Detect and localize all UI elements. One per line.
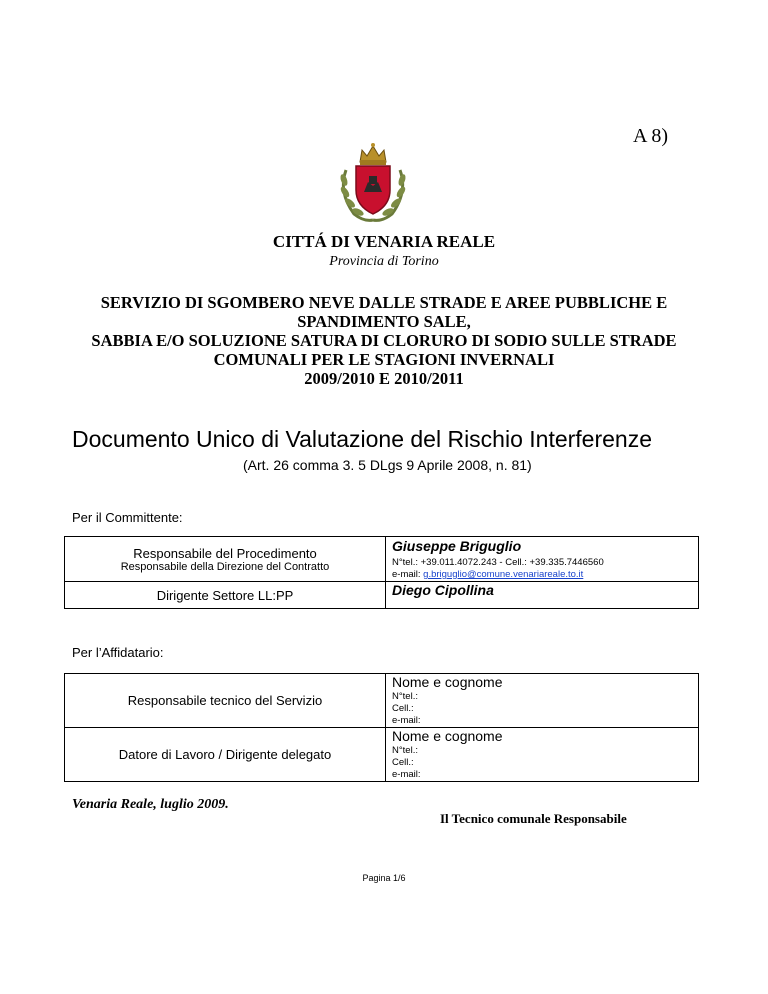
- service-title-line: SABBIA E/O SOLUZIONE SATURA DI CLORURO DI SODIO SULLE STRADE: [91, 331, 677, 350]
- role-cell: [65, 728, 386, 782]
- role-label: Responsabile del Procedimento: [133, 545, 317, 561]
- committente-label: Per il Committente:: [72, 510, 183, 525]
- role-cell: [65, 674, 386, 728]
- service-title-line: COMUNALI PER LE STAGIONI INVERNALI: [213, 350, 555, 369]
- contact-cell: [386, 582, 699, 609]
- person-name: Giuseppe Briguglio: [392, 538, 522, 554]
- page-number: Pagina 1/6: [362, 873, 406, 883]
- table-row: [65, 582, 699, 609]
- email-label: e-mail:: [392, 569, 424, 580]
- document-title: Documento Unico di Valutazione del Rischio Interferenze: [72, 426, 652, 452]
- document-subtitle: (Art. 26 comma 3. 5 DLgs 9 Aprile 2008, n. 81): [243, 457, 532, 473]
- contact-cell: [386, 537, 699, 582]
- city-name: CITTÁ DI VENARIA REALE: [272, 232, 496, 251]
- service-title-line: SERVIZIO DI SGOMBERO NEVE DALLE STRADE E AREE PUBBLICHE E: [100, 293, 668, 312]
- role-cell: [65, 537, 386, 582]
- email-label: e-mail:: [392, 769, 421, 780]
- phone-text: N°tel.: +39.011.4072.243 - Cell.: +39.335.7446560: [392, 557, 604, 568]
- person-name: Diego Cipollina: [392, 582, 494, 598]
- name-field-label: Nome e cognome: [392, 728, 503, 744]
- table-row: [65, 674, 699, 728]
- service-title-line: 2009/2010 E 2010/2011: [304, 369, 464, 388]
- place-date: Venaria Reale, luglio 2009.: [72, 797, 229, 812]
- table-row: [65, 537, 699, 582]
- service-title: [40, 293, 728, 388]
- role-sublabel: Responsabile della Direzione del Contratto: [120, 560, 330, 573]
- cell-label: Cell.:: [392, 703, 414, 714]
- table-row: [65, 728, 699, 782]
- affidatario-table: [64, 673, 699, 782]
- service-title-line: SPANDIMENTO SALE,: [297, 312, 471, 331]
- email-link[interactable]: g.briguglio@comune.venariareale.to.it: [423, 569, 584, 580]
- province-name: Provincia di Torino: [329, 254, 439, 269]
- signature-label: Il Tecnico comunale Responsabile: [440, 811, 627, 826]
- contact-cell: [386, 674, 699, 728]
- role-label: Responsabile tecnico del Servizio: [127, 693, 323, 708]
- phone-label: N°tel.:: [392, 745, 418, 756]
- email-line: [386, 569, 698, 581]
- city-crest-icon: [336, 140, 410, 226]
- role-label: Dirigente Settore LL:PP: [156, 587, 294, 603]
- name-field-label: Nome e cognome: [392, 674, 503, 690]
- email-label: e-mail:: [392, 715, 421, 726]
- role-label: Datore di Lavoro / Dirigente delegato: [118, 747, 332, 762]
- committente-table: [64, 536, 699, 609]
- role-cell: [65, 582, 386, 609]
- cell-label: Cell.:: [392, 757, 414, 768]
- phone-label: N°tel.:: [392, 691, 418, 702]
- document-code: A 8): [633, 125, 668, 147]
- contact-cell: [386, 728, 699, 782]
- affidatario-label: Per l’Affidatario:: [72, 645, 164, 660]
